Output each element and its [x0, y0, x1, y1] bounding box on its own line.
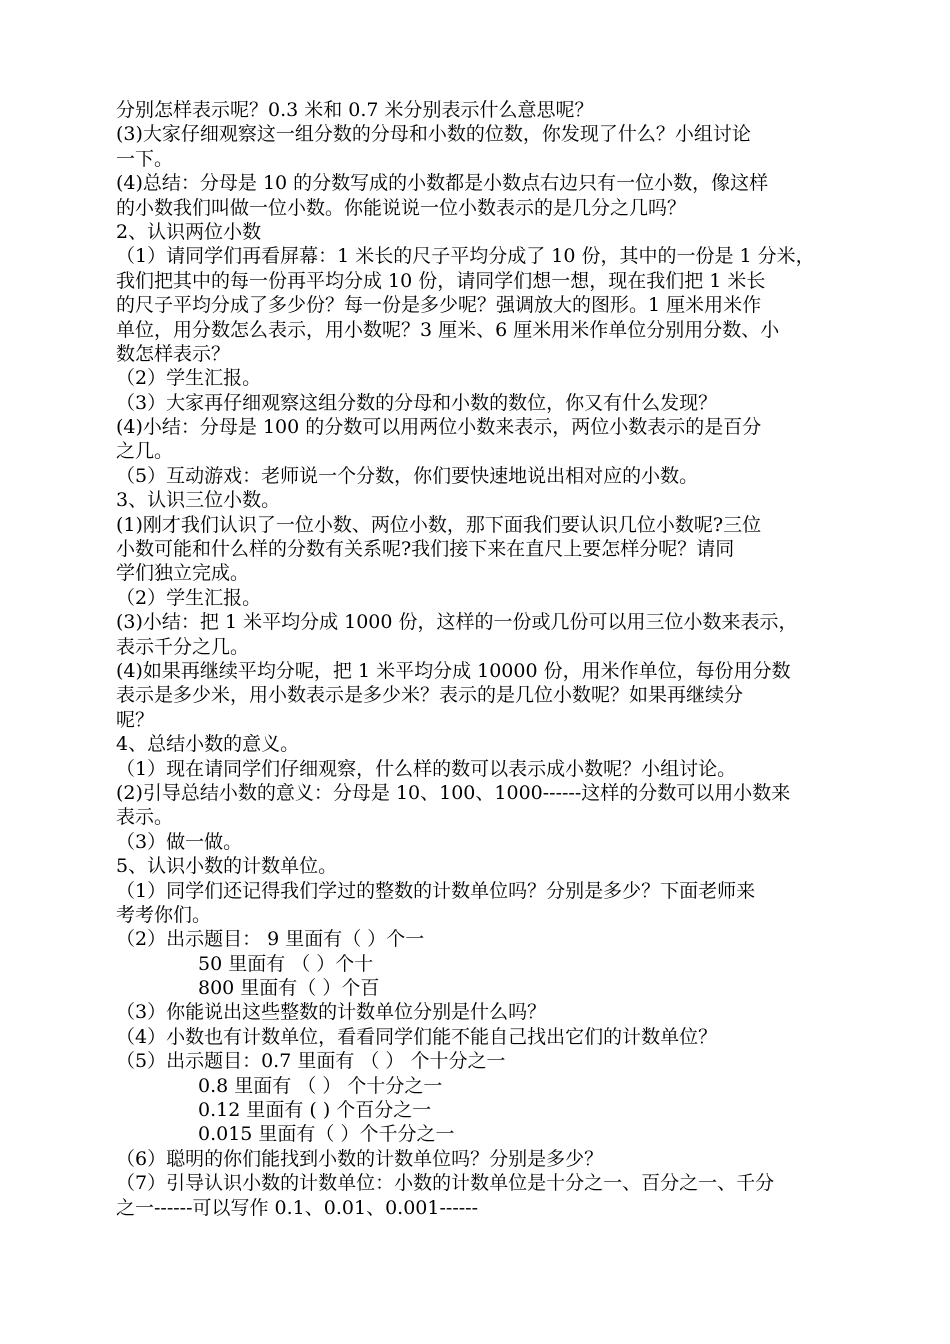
text-line: （3）做一做。 [116, 830, 243, 853]
text-line: 小数可能和什么样的分数有关系呢?我们接下来在直尺上要怎样分呢？请同 [116, 538, 735, 561]
text-line: 0.12 里面有 ( ) 个百分之一 [198, 1099, 432, 1122]
text-line: （2）学生汇报。 [116, 586, 262, 609]
text-line: 的尺子平均分成了多少份？每一份是多少呢？强调放大的图形。1 厘米用米作 [116, 294, 762, 317]
text-line: (4)总结：分母是 10 的分数写成的小数都是小数点右边只有一位小数，像这样 [116, 172, 769, 195]
text-line: （4）小数也有计数单位，看看同学们能不能自己找出它们的计数单位？ [116, 1025, 718, 1048]
text-line: 2、认识两位小数 [116, 220, 262, 243]
text-line: 呢？ [116, 708, 155, 731]
text-line: （1）现在请同学们仔细观察，什么样的数可以表示成小数呢？小组讨论。 [116, 757, 737, 780]
text-line: 数怎样表示？ [116, 342, 231, 365]
text-line: 考考你们。 [116, 903, 212, 926]
text-line: （1）请同学们再看屏幕：1 米长的尺子平均分成了 10 份，其中的一份是 1 分米， [116, 245, 815, 268]
text-line: 的小数我们叫做一位小数。你能说说一位小数表示的是几分之几吗？ [116, 196, 687, 219]
text-line: （1）同学们还记得我们学过的整数的计数单位吗？分别是多少？下面老师来 [116, 879, 756, 902]
text-line: 800 里面有（ ）个百 [198, 977, 380, 1000]
text-line: (4)小结：分母是 100 的分数可以用两位小数来表示，两位小数表示的是百分 [116, 416, 762, 439]
text-line: 一下。 [116, 147, 174, 170]
text-line: 分别怎样表示呢？0.3 米和 0.7 米分别表示什么意思呢？ [116, 99, 594, 121]
text-line: 之几。 [116, 440, 174, 463]
text-line: (4)如果再继续平均分呢，把 1 米平均分成 10000 份，用米作单位，每份用分数 [116, 659, 791, 682]
text-line: 单位，用分数怎么表示，用小数呢？3 厘米、6 厘米用米作单位分别用分数、小 [116, 318, 780, 341]
text-line: 之一------可以写作 0.1、0.01、0.001------ [116, 1196, 478, 1219]
text-line: （7）引导认识小数的计数单位：小数的计数单位是十分之一、百分之一、千分 [116, 1172, 775, 1195]
text-line: 4、总结小数的意义。 [116, 733, 300, 756]
text-line: 表示是多少米，用小数表示是多少米？表示的是几位小数呢？如果再继续分 [116, 684, 744, 707]
text-line: (2)引导总结小数的意义：分母是 10、100、1000------这样的分数可以用小数来 [116, 781, 791, 804]
text-line: 0.8 里面有 （ ） 个十分之一 [198, 1074, 443, 1097]
document-body [116, 98, 876, 1220]
text-line: （5）出示题目：0.7 里面有 （ ） 个十分之一 [116, 1050, 506, 1073]
text-line: 0.015 里面有（ ）个千分之一 [198, 1123, 455, 1146]
text-line: 学们独立完成。 [116, 562, 250, 585]
text-line: （3）大家再仔细观察这组分数的分母和小数的数位，你又有什么发现？ [116, 391, 718, 414]
text-line: （6）聪明的你们能找到小数的计数单位吗？分别是多少？ [116, 1147, 604, 1170]
text-line: (3)小结：把 1 米平均分成 1000 份，这样的一份或几份可以用三位小数来表示， [116, 611, 798, 634]
text-line: 5、认识小数的计数单位。 [116, 855, 338, 878]
text-line: 3、认识三位小数。 [116, 489, 281, 512]
text-line: （2）出示题目： 9 里面有（ ）个一 [116, 928, 425, 951]
text-line: 表示千分之几。 [116, 635, 250, 658]
text-line: （2）学生汇报。 [116, 367, 262, 390]
text-line: 我们把其中的每一份再平均分成 10 份，请同学们想一想，现在我们把 1 米长 [116, 269, 766, 292]
text-line: 表示。 [116, 806, 174, 829]
text-line: (3)大家仔细观察这一组分数的分母和小数的位数，你发现了什么？小组讨论 [116, 123, 751, 146]
text-line: 50 里面有 （ ）个十 [198, 952, 374, 975]
text-line: (1)刚才我们认识了一位小数、两位小数，那下面我们要认识几位小数呢?三位 [116, 513, 762, 536]
text-line: （5）互动游戏：老师说一个分数，你们要快速地说出相对应的小数。 [116, 464, 699, 487]
text-line: （3）你能说出这些整数的计数单位分别是什么吗？ [116, 1001, 547, 1024]
